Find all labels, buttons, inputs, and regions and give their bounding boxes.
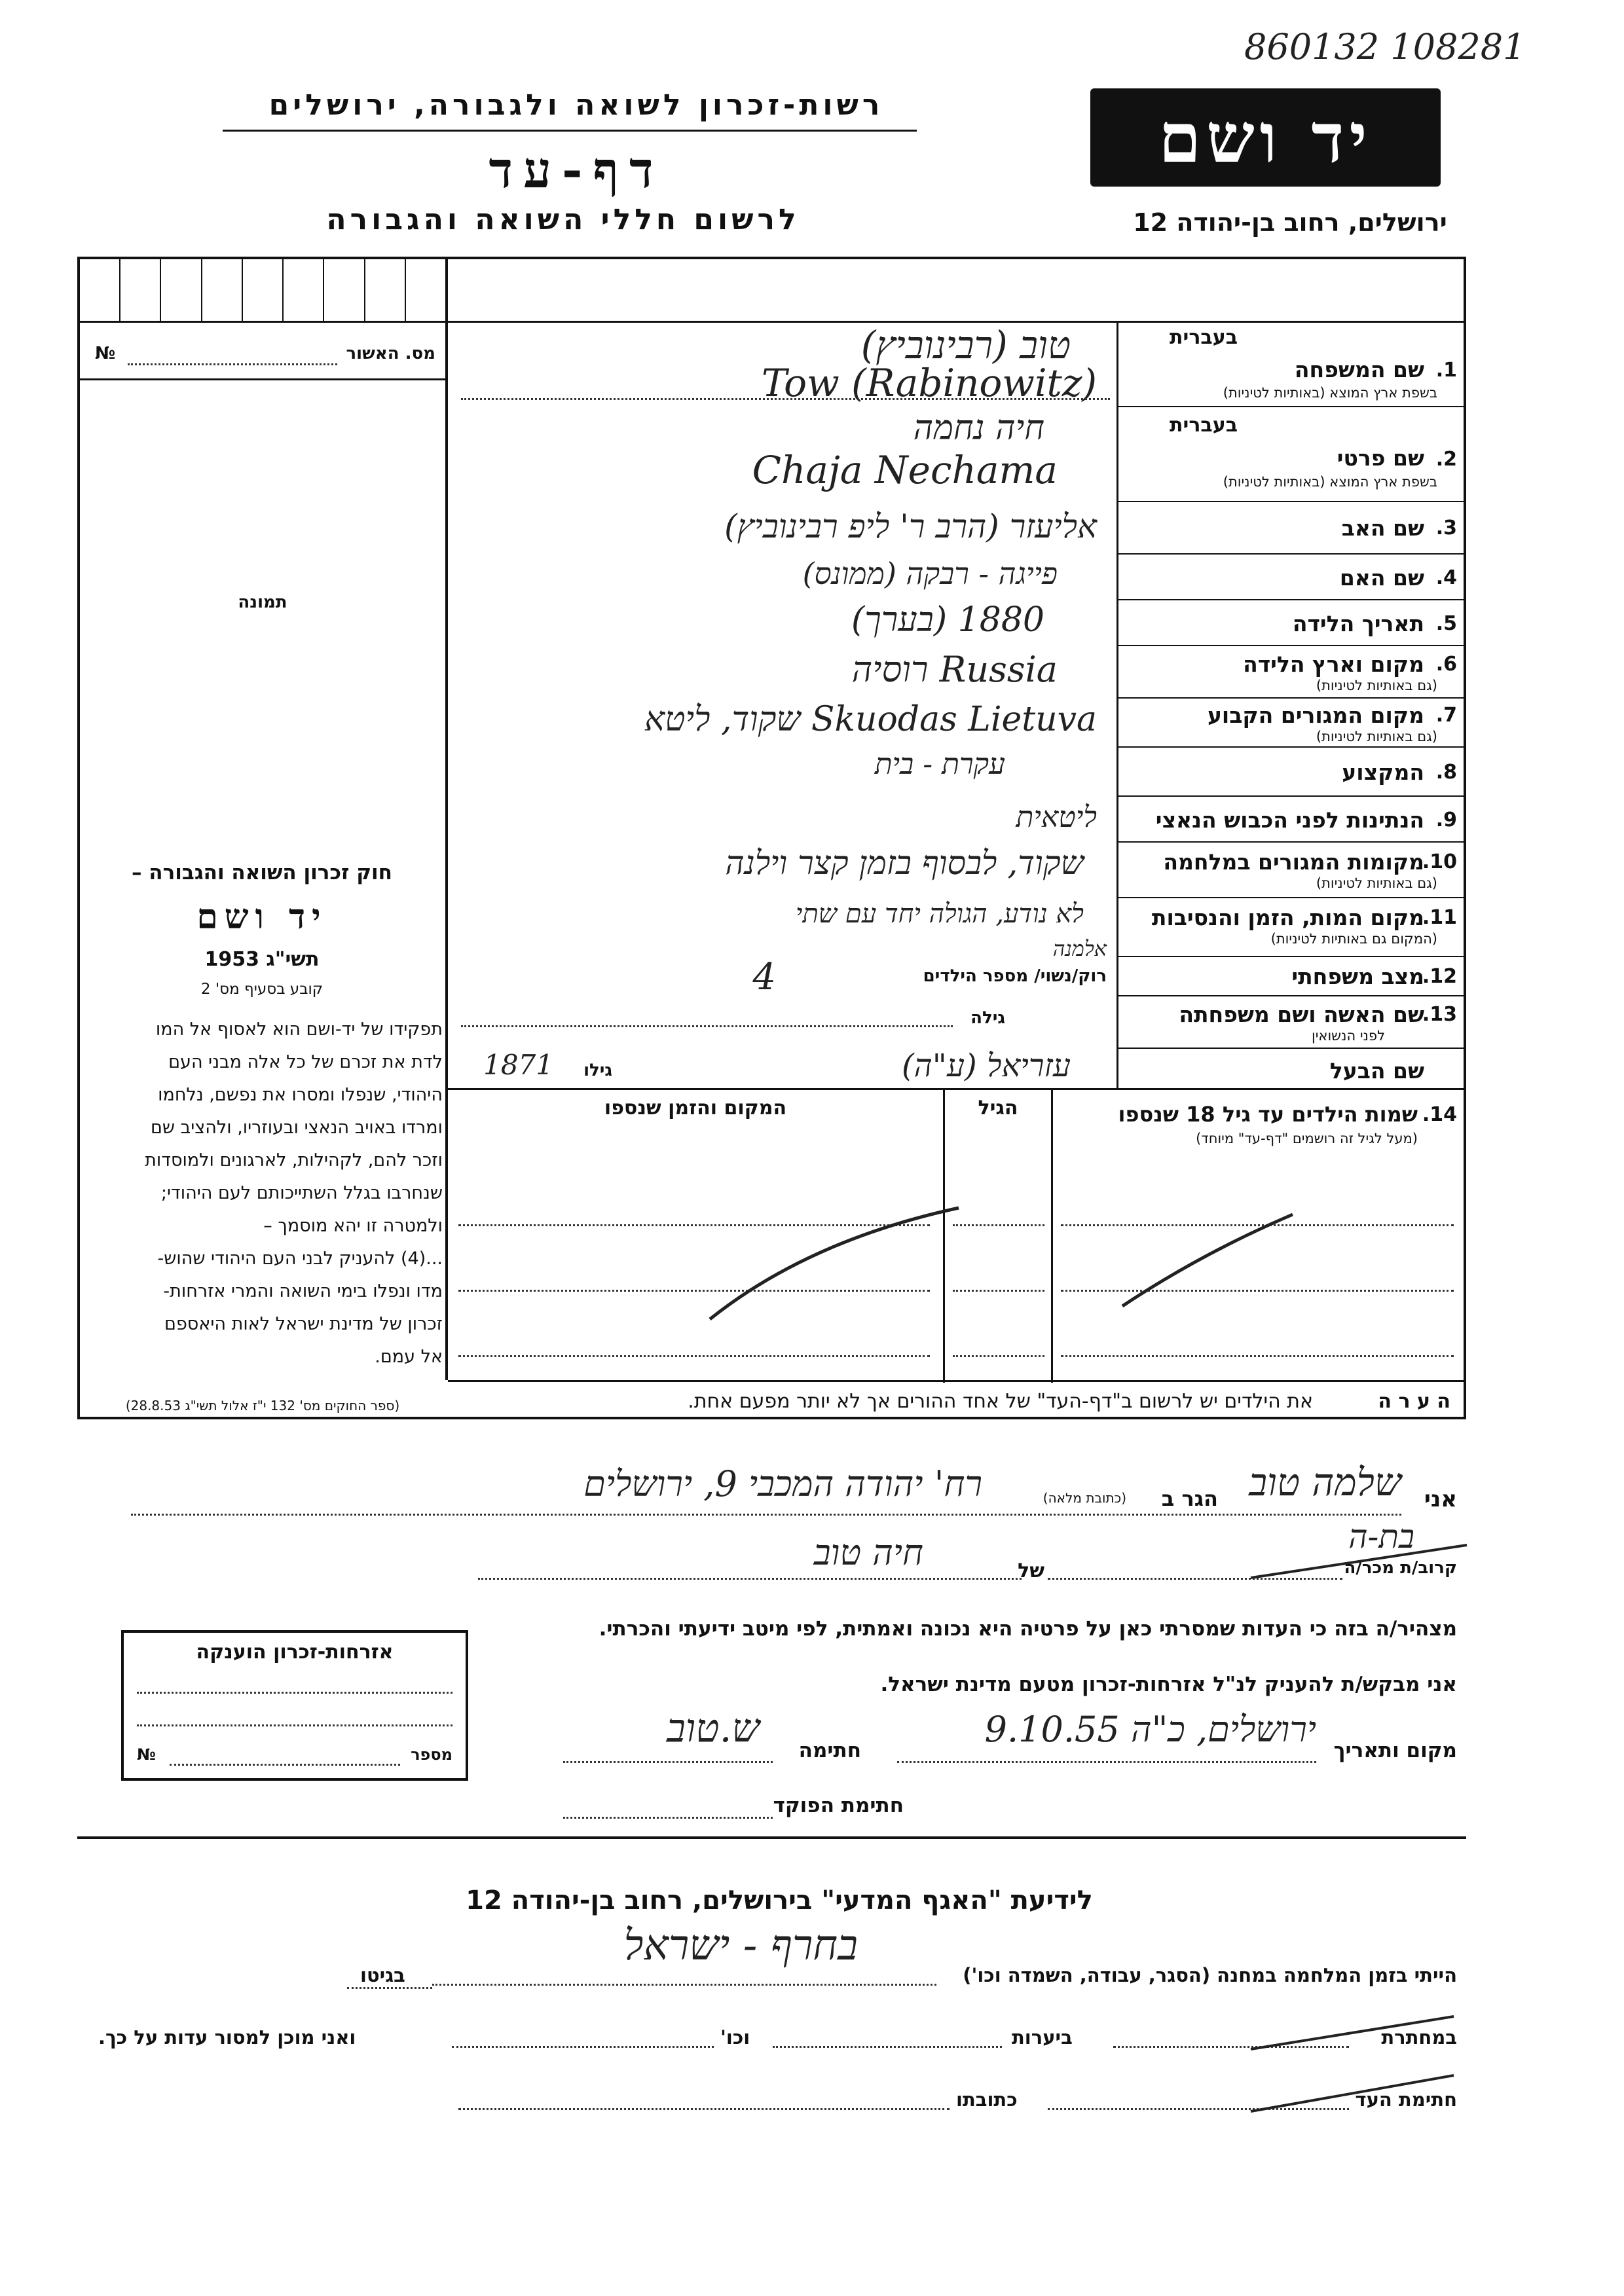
field-children-count: 4 [752,956,776,998]
children-label: שמות הילדים עד גיל 18 שנספו [1118,1102,1418,1127]
field-value-latin: Chaja Nechama [752,448,1058,492]
form-title: דף-עד [489,141,664,199]
underground-label: במחתרת [1381,2026,1457,2049]
field-value: Russia רוסיה [851,649,1058,690]
note-text: את הילדים יש לרשום ב"דף-העד" של אחד ההורים אך לא יותר מפעם אחת. [688,1390,1313,1413]
request-text: אני מבקש/ת להעניק לנ"ל אזרחות-זכרון מטעם מדינת ישראל. [880,1673,1457,1696]
law-line: ומרדו באויב הנאצי ובעוזריו, ולהציב שם [150,1118,443,1138]
field-value: Skuodas Lietuva שקוד, ליטא [644,700,1097,739]
col-place-time: המקום והזמן שנספו [604,1097,787,1120]
strike-mark [1122,1214,1293,1306]
field-birth-place[interactable] [448,646,1464,697]
law-year: תשי"ג 1953 [204,948,320,971]
declaration-text: מצהיר/ה בזה כי העדות שמסרתי כאן על פרטיה היא נכונה ואמתית, לפי מיטב ידיעתי והכרתי. [599,1617,1457,1641]
declarant-name[interactable]: שלמה טוב [1249,1460,1401,1504]
field-wartime-residence[interactable] [448,843,1464,897]
field-husband-age: 1871 [483,1049,553,1081]
logo-text: יד ושם [1158,97,1373,178]
field-label: שם האב [1341,515,1424,541]
address-hint: (כתובת מלאה) [1043,1490,1126,1506]
field-value-latin: Tow (Rabinowitz) [761,361,1097,405]
field-sub: בשפת ארץ המוצא (באותיות לטיניות) [1223,385,1437,401]
field-value: שקוד, לבסוף בזמן קצר וילנה [725,844,1084,882]
approval-label: מס. האשור [346,344,435,363]
law-name: יד ושם [196,897,327,937]
field-num: 1. [1435,359,1457,382]
citizenship-title: אזרחות-זכרון הוענקה [196,1641,394,1664]
field-occupation[interactable] [448,748,1464,795]
law-line: תפקידו של יד-ושם הוא לאסוף אל המו [155,1019,443,1040]
signature-label: חתימה [798,1739,861,1762]
field-citizenship[interactable] [448,797,1464,841]
field-sub: (גם באותיות לטיניות) [1316,678,1437,693]
field-value: אלמנה [1052,936,1107,961]
field-sub: (גם באותיות לטיניות) [1316,875,1437,891]
field-num: 3. [1435,517,1457,539]
field-num: 7. [1435,704,1457,727]
field-value: עקרת - בית [874,748,1005,781]
law-line: לדת את זכרם של כל אלה מבני העם [168,1052,443,1072]
archive-ids: 860132 108281 [1244,26,1526,67]
field-num: 12. [1422,965,1457,988]
info-title: לידיעת "האגף המדעי" בירושלים, רחוב בן-יהודה 12 [466,1886,1093,1916]
law-line: היהודי, שנפלו ומסרו את נפשם, נלחמו [158,1085,443,1105]
field-num: 8. [1435,761,1457,784]
law-line: מדו ונפלו בימי השואה והמרי אזרחות- [163,1281,443,1302]
etc-label: וכו' [720,2026,750,2049]
law-text [84,1013,443,1374]
field-value: 1880 (בערך) [851,600,1044,640]
note-label: ה ע ר ה [1378,1390,1450,1413]
law-line: אל עמם. [375,1347,443,1367]
field-value: לא נודע, הגולה יחד עם שתי [795,899,1084,929]
witness-address-label: כתובתו [956,2088,1018,2111]
archive-address: ירושלים, רחוב בן-יהודה 12 [1133,208,1447,237]
field-birth-date[interactable] [448,600,1464,645]
citizenship-number-sign: № [137,1745,156,1764]
forests-label: ביערות [1012,2026,1073,2049]
strike-mark [1251,2075,1454,2111]
field-num: 13. [1422,1003,1457,1026]
field-sub: (המקום גם באותיות לטיניות) [1270,931,1437,947]
approval-number-field[interactable] [88,344,435,370]
field-first-name[interactable] [448,407,1464,501]
field-label: המקצוע [1342,759,1424,785]
declarant-address[interactable]: רח' יהודה המכבי 9, ירושלים [583,1463,982,1504]
form-subtitle: לרשום חללי השואה והגבורה [326,203,800,236]
field-label: מקומות המגורים במלחמה [1163,849,1424,875]
children-strikeout-marks [448,1090,1464,1381]
law-title: חוק זכרון השואה והגבורה – [132,861,392,884]
photo-area[interactable] [80,380,445,838]
field-value-hebrew: טוב (רבינוביץ) [860,323,1071,367]
field-residence[interactable] [448,699,1464,746]
camp-line-label: הייתי בזמן המלחמה במחנה (הסגר, עבודה, השמדה וכו') [963,1964,1457,1986]
law-line: וזכר להם, לקהילות, לארגונים ולמוסדות [145,1150,443,1171]
field-label: מקום המות, הזמן והנסיבות [1151,905,1424,930]
place-date-value[interactable]: ירושלים, כ"ה 9.10.55 [984,1709,1316,1750]
strike-mark [710,1208,959,1319]
of-name[interactable]: חיה טוב [813,1532,923,1573]
field-label: שם הבעל [1329,1058,1424,1084]
reference-grid [80,259,445,321]
tag-hebrew: בעברית [1170,326,1238,349]
field-family-name[interactable] [448,323,1464,406]
field-num: 10. [1422,850,1457,873]
field-value: פייגה - רבקה (ממונס) [802,556,1058,591]
strike-mark [1251,2016,1454,2049]
field-label: שם האשה ושם משפחתה [1179,1002,1424,1027]
law-clause: קובע בסעיף מס' 2 [200,981,323,998]
col-age: הגיל [978,1097,1018,1120]
authority-name: רשות-זכרון לשואה ולגבורה, ירושלים [268,88,884,122]
witness-signature-label: חתימת העד [1355,2088,1457,2111]
field-num: 14. [1422,1103,1457,1126]
testimony-offer: ואני מוכן למסור עדות על כך. [98,2026,356,2049]
officer-signature-label: חתימת הפוקד [773,1794,904,1817]
field-death-place[interactable] [448,898,1464,956]
field-num: 6. [1435,653,1457,676]
law-line: ...(4) להעניק לבני העם היהודי שהוש- [157,1248,443,1269]
law-line: שנחרבו בגלל השתייכותם לעם היהודי; [160,1183,443,1203]
of-label: של [1018,1559,1044,1582]
citizenship-box [121,1630,468,1781]
field-sub: (גם באותיות לטיניות) [1316,729,1437,744]
field-label: שם המשפחה [1294,357,1424,382]
yad-vashem-logo [1090,88,1441,187]
law-source: (ספר החוקים מס' 132 י"ז אלול תשי"ג 28.8.53) [125,1398,400,1413]
declarant-relation[interactable]: בת-ה [1348,1518,1414,1556]
photo-label: תמונה [238,592,287,612]
declarant-signature[interactable]: ש.טוב [666,1705,760,1751]
field-sub: בשפת ארץ המוצא (באותיות לטיניות) [1223,474,1437,490]
strikethrough-marks [1244,1506,1493,2121]
law-line: ולמטרה זו יהא מוסמך – [263,1216,443,1236]
place-date-label: מקום ותאריך [1333,1739,1457,1762]
field-wife-maiden-name[interactable] [448,996,1464,1048]
camp-line-suffix: בגיטו [360,1964,405,1986]
children-sub: (מעל לגיל זה רושמים "דף-עד" מיוחד) [1196,1131,1418,1146]
note-row [448,1382,1464,1419]
field-num: 11. [1422,906,1457,929]
field-inline-label: גילה [970,1008,1005,1028]
field-label: מקום המגורים הקבוע [1207,702,1424,728]
field-label: שם פרטי [1337,445,1424,471]
field-value-hebrew: חיה נחמה [913,409,1044,448]
residing-label: הגר ב [1161,1486,1218,1511]
field-sub: לפני הנשואין [1311,1028,1385,1044]
field-label: הנתינות לפני הכבוש הנאצי [1155,807,1424,833]
field-label: מצב משפחתי [1291,964,1424,989]
law-line: זכרון של מדינת ישראל לאות היאספם [164,1314,443,1334]
field-num: 2. [1435,448,1457,471]
relation-label: קרוב/ת מכר/ה [1344,1558,1457,1578]
field-label: תאריך הלידה [1292,611,1424,636]
field-num: 5. [1435,612,1457,635]
citizenship-number-label: מספר [411,1745,452,1764]
strike-mark [1251,1545,1467,1578]
field-inline-label: רוק/נשוי/ מספר הילדים [923,966,1107,986]
approval-no-sign: № [95,344,116,363]
field-value: אליעזר (הרב ר' ליפ רבינוביץ) [724,507,1097,545]
field-value: ליטאית [1016,801,1097,834]
i-label: אני [1424,1486,1457,1512]
field-num: 4. [1435,566,1457,589]
field-label: מקום וארץ הלידה [1243,651,1424,677]
field-mother-name[interactable] [448,555,1464,599]
camp-line-value[interactable]: בחרף - ישראל [623,1922,858,1970]
tag-hebrew: בעברית [1170,414,1238,437]
field-husband-name[interactable] [448,1049,1464,1088]
field-value: עזריאל (ע"ה) [901,1048,1071,1084]
field-label: שם האם [1339,565,1424,591]
field-father-name[interactable] [448,502,1464,553]
field-inline-label: גילו [583,1061,612,1080]
field-num: 9. [1435,809,1457,831]
